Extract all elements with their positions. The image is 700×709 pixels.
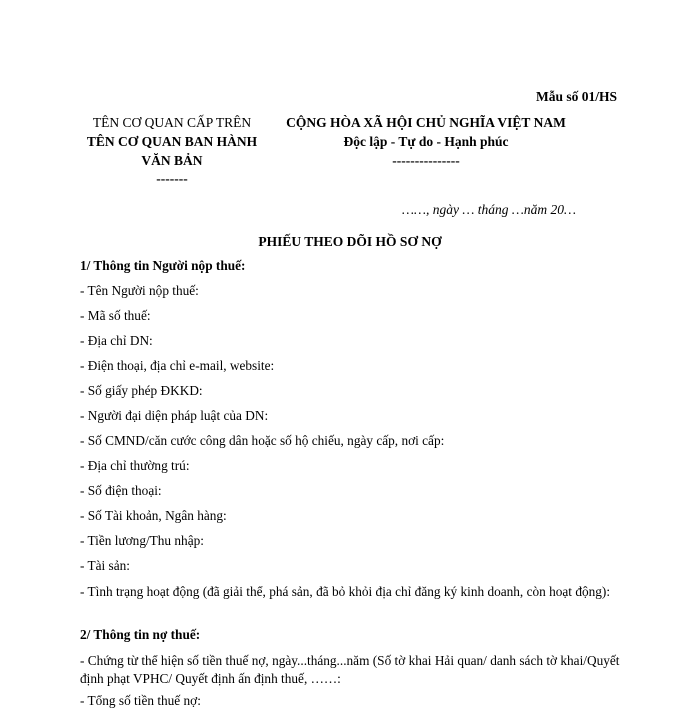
agency-issuing-cont: VĂN BẢN [141, 153, 203, 168]
field-bank-account: - Số Tài khoản, Ngân hàng: [80, 508, 227, 523]
field-business-license: - Số giấy phép ĐKKD: [80, 383, 203, 398]
date-line: ……, ngày … tháng …năm 20… [402, 202, 577, 217]
field-address: - Địa chỉ DN: [80, 333, 153, 348]
form-code: Mẫu số 01/HS [536, 89, 618, 104]
field-income: - Tiền lương/Thu nhập: [80, 533, 204, 548]
field-debt-documents: - Chứng từ thể hiện số tiền thuế nợ, ngày...tháng...năm (Số tờ khai Hải quan/ danh sách tờ khai/Quyết định phạt VPHC/ Quyết định ấn định thuế, ……: [80, 653, 620, 686]
agency-issuing: TÊN CƠ QUAN BAN HÀNH [86, 134, 258, 149]
section2-heading: 2/ Thông tin nợ thuế: [80, 627, 201, 642]
field-identity-document: - Số CMND/căn cước công dân hoặc số hộ chiếu, ngày cấp, nơi cấp: [80, 433, 445, 448]
document-title: PHIẾU THEO DÕI HỒ SƠ NỢ [258, 234, 442, 249]
field-tax-code: - Mã số thuế: [80, 308, 151, 323]
agency-superior: TÊN CƠ QUAN CẤP TRÊN [92, 115, 252, 130]
header-right-divider: --------------- [392, 153, 460, 168]
section1-heading: 1/ Thông tin Người nộp thuế: [80, 258, 246, 273]
national-motto: Độc lập - Tự do - Hạnh phúc [343, 134, 509, 149]
header-left-divider: ------- [156, 171, 188, 186]
field-phone: - Số điện thoại: [80, 483, 162, 498]
header-left [72, 113, 272, 187]
field-assets: - Tài sản: [80, 558, 130, 573]
header-right [276, 113, 576, 170]
field-contact: - Điện thoại, địa chỉ e-mail, website: [80, 358, 275, 373]
national-title: CỘNG HÒA XÃ HỘI CHỦ NGHĨA VIỆT NAM [286, 115, 566, 130]
field-total-debt: - Tổng số tiền thuế nợ: [80, 693, 201, 708]
field-legal-representative: - Người đại diện pháp luật của DN: [80, 408, 269, 423]
field-permanent-address: - Địa chỉ thường trú: [80, 458, 190, 473]
field-taxpayer-name: - Tên Người nộp thuế: [80, 283, 199, 298]
field-operating-status: - Tình trạng hoạt động (đã giải thể, phá sản, đã bỏ khỏi địa chỉ đăng ký kinh doanh, còn hoạt động): [80, 584, 611, 599]
